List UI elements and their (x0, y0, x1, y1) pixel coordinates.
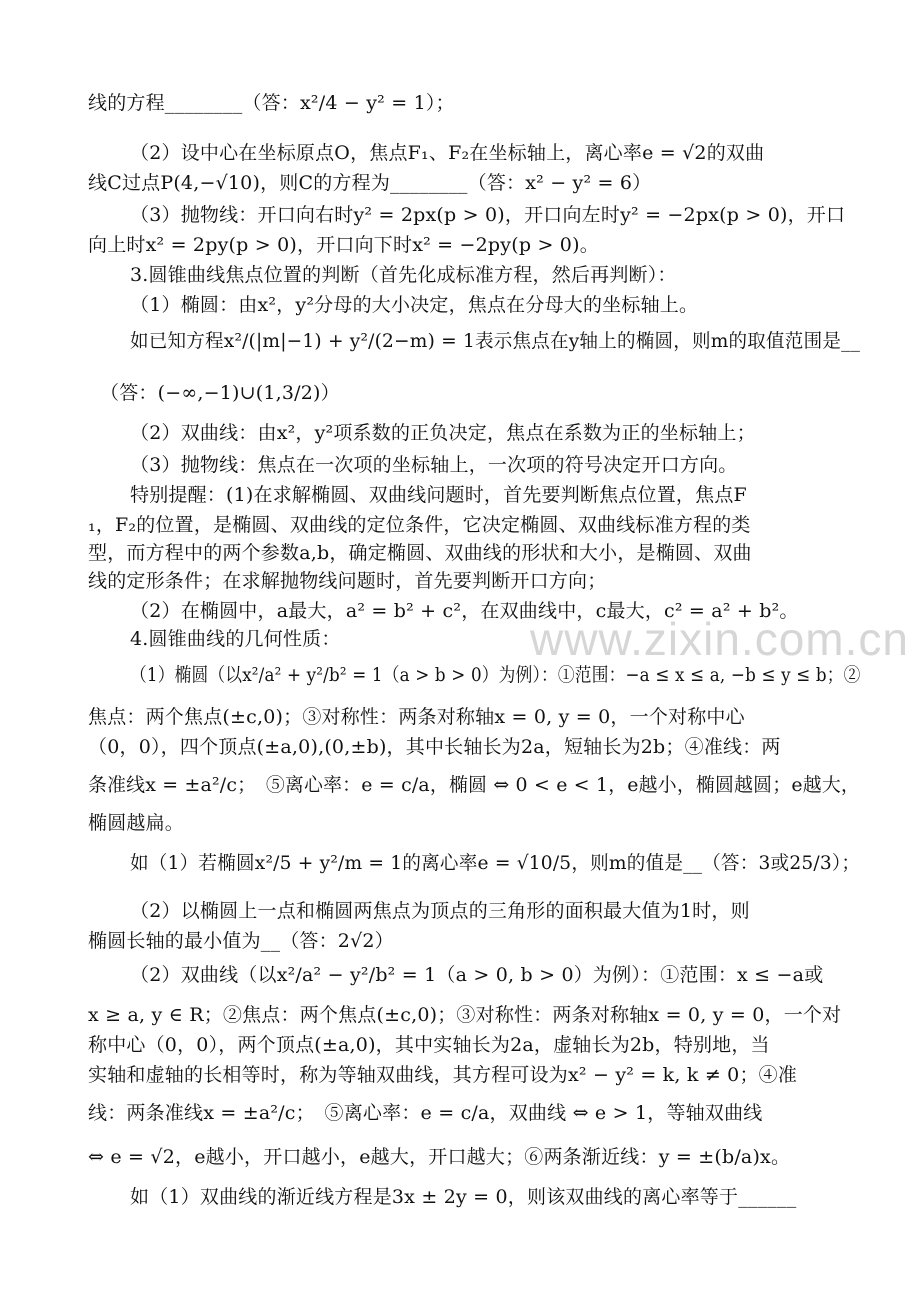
text-line: 型，而方程中的两个参数a,b，确定椭圆、双曲线的形状和大小，是椭圆、双曲 (88, 542, 752, 564)
text-line: （2）在椭圆中，a最大，a² = b² + c²，在双曲线中，c最大，c² = a² + b²。 (130, 600, 799, 622)
text-line: （3）抛物线：开口向右时y² = 2px(p > 0)，开口向左时y² = −2px(p > 0)，开口 (130, 204, 846, 226)
text-line: 如（1）双曲线的渐近线方程是3x ± 2y = 0，则该双曲线的离心率等于______ (130, 1186, 797, 1208)
text-line: 线C过点P(4,−√10)，则C的方程为________（答：x² − y² = 6） (88, 172, 652, 194)
text-line: ₁，F₂的位置，是椭圆、双曲线的定位条件，它决定椭圆、双曲线标准方程的类 (88, 514, 751, 536)
text-line: 线：两条准线x = ±a²/c； ⑤离心率：e = c/a，双曲线 ⇔ e > 1，等轴双曲线 (88, 1102, 763, 1124)
text-line: 条准线x = ±a²/c； ⑤离心率：e = c/a，椭圆 ⇔ 0 < e < 1，e越小，椭圆越圆；e越大， (88, 774, 860, 796)
text-line: （2）设中心在坐标原点O，焦点F₁、F₂在坐标轴上，离心率e = √2的双曲 (130, 142, 765, 164)
text-line: 称中心（0，0），两个顶点(±a,0)，其中实轴长为2a，虚轴长为2b，特别地，当 (88, 1034, 770, 1056)
text-line: 焦点：两个焦点(±c,0)；③对称性：两条对称轴x = 0, y = 0，一个对称中心 (88, 706, 745, 728)
text-line: 向上时x² = 2py(p > 0)，开口向下时x² = −2py(p > 0)。 (88, 234, 599, 256)
text-line: ⇔ e = √2，e越小，开口越小，e越大，开口越大；⑥两条渐近线：y = ±(b/a)x。 (88, 1146, 791, 1168)
text-line: （2）双曲线：由x²，y²项系数的正负决定，焦点在系数为正的坐标轴上； (130, 422, 756, 444)
text-line: 如已知方程x²/(|m|−1) + y²/(2−m) = 1表示焦点在y轴上的椭圆，则m的取值范围是__ (130, 330, 861, 352)
text-line: x ≥ a, y ∈ R；②焦点：两个焦点(±c,0)；③对称性：两条对称轴x = 0, y = 0，一个对 (88, 1004, 842, 1026)
text-line: （2）以椭圆上一点和椭圆两焦点为顶点的三角形的面积最大值为1时，则 (130, 900, 750, 922)
text-line: （1）椭圆（以x²/a² + y²/b² = 1（a > b > 0）为例）：①范围：−a ≤ x ≤ a, −b ≤ y ≤ b；② (130, 664, 861, 686)
text-line: 椭圆长轴的最小值为__（答：2√2） (88, 930, 394, 952)
text-line: （3）抛物线：焦点在一次项的坐标轴上，一次项的符号决定开口方向。 (130, 454, 738, 476)
text-line: 特别提醒：(1)在求解椭圆、双曲线问题时，首先要判断焦点位置，焦点F (130, 484, 747, 506)
text-line: （0，0），四个顶点(±a,0),(0,±b)，其中长轴长为2a，短轴长为2b；④准线：两 (88, 736, 781, 758)
text-line: 线的方程________（答：x²/4 − y² = 1）； (88, 92, 455, 114)
text-line: （答：(−∞,−1)∪(1,3/2)） (100, 382, 340, 404)
text-line: 线的定形条件；在求解抛物线问题时，首先要判断开口方向； (88, 570, 607, 592)
text-line: 如（1）若椭圆x²/5 + y²/m = 1的离心率e = √10/5，则m的值是__（答：3或25/3）； (130, 852, 861, 874)
watermark: www.zixin.com.cn (530, 613, 909, 665)
text-line: 3.圆锥曲线焦点位置的判断（首先化成标准方程，然后再判断）： (130, 264, 677, 286)
text-line: （1）椭圆：由x²，y²分母的大小决定，焦点在分母大的坐标轴上。 (130, 294, 699, 316)
text-line: （2）双曲线（以x²/a² − y²/b² = 1（a > 0, b > 0）为例）：①范围：x ≤ −a或 (130, 964, 824, 986)
text-line: 实轴和虚轴的长相等时，称为等轴双曲线，其方程可设为x² − y² = k, k ≠ 0；④准 (88, 1064, 798, 1086)
text-line: 4.圆锥曲线的几何性质： (130, 628, 341, 650)
text-line: 椭圆越扁。 (88, 812, 185, 834)
